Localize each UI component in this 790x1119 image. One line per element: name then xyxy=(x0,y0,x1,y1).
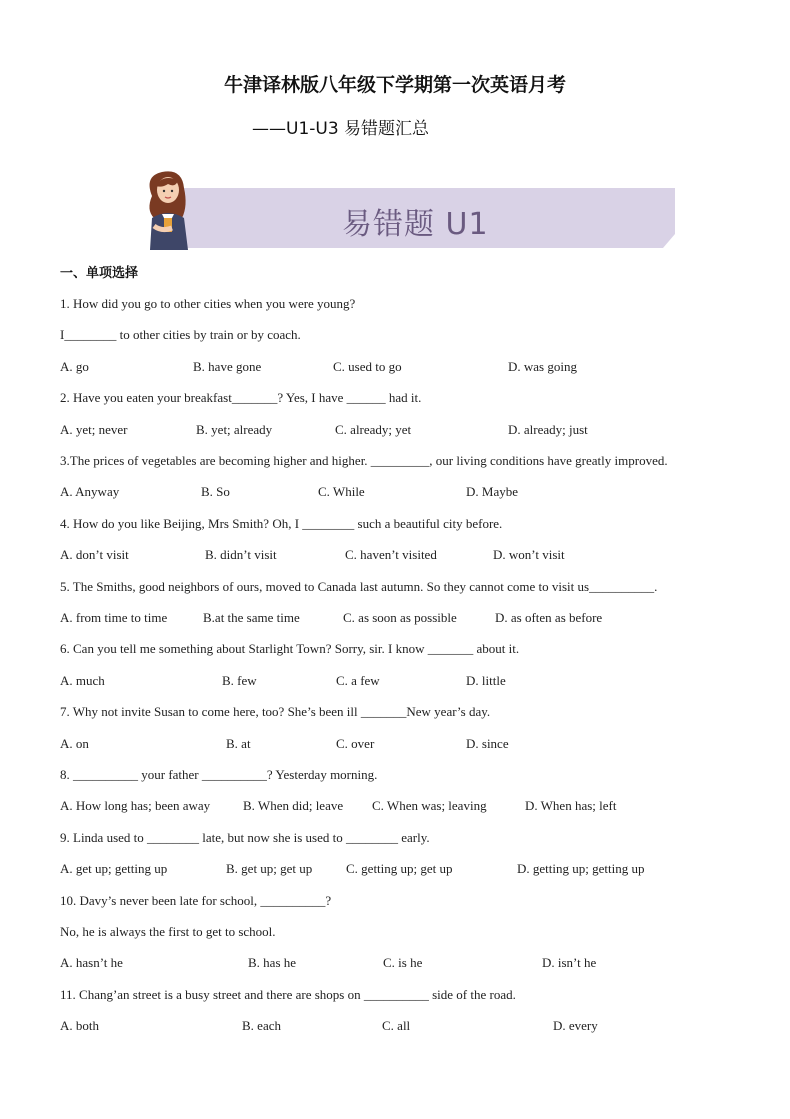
question-stem: 8. __________ your father __________? Yesterday morning. xyxy=(60,767,378,782)
answer-option: A. much xyxy=(60,672,105,688)
question-stem: 6. Can you tell me something about Starlight Town? Sorry, sir. I know _______ about it. xyxy=(60,641,520,657)
answer-option: A. hasn’t he xyxy=(60,955,123,971)
question-stem: 5. The Smiths, good neighbors of ours, moved to Canada last autumn. So they cannot come to visit us__________. xyxy=(60,578,658,594)
answer-option: C. a few xyxy=(336,672,380,688)
section-heading: 一、单项选择 xyxy=(60,266,139,281)
answer-option: A. yet; never xyxy=(60,421,128,437)
answer-option: B. has he xyxy=(248,955,297,971)
answer-option: C. used to go xyxy=(333,358,402,374)
answer-option: D. getting up; getting up xyxy=(517,861,645,877)
question-stem: 7. Why not invite Susan to come here, too? She’s been ill _______New year’s day. xyxy=(60,704,491,720)
answer-option: C. While xyxy=(318,484,365,500)
answer-option: D. won’t visit xyxy=(493,547,565,563)
answer-option: B. When did; leave xyxy=(243,798,344,814)
section-banner xyxy=(132,166,677,250)
answer-option: B. yet; already xyxy=(196,421,273,437)
answer-option: C. haven’t visited xyxy=(345,547,437,563)
answer-option: A. from time to time xyxy=(60,610,168,625)
answer-option: D. already; just xyxy=(508,421,588,437)
question-stem: 4. How do you like Beijing, Mrs Smith? Oh, I ________ such a beautiful city before. xyxy=(60,515,503,531)
question-text: I________ to other cities by train or by coach. xyxy=(60,327,301,343)
answer-option: A. go xyxy=(60,358,89,374)
banner-title: 易错题 U1 xyxy=(342,207,489,242)
answer-option: B. didn’t visit xyxy=(205,547,277,563)
answer-option: D. When has; left xyxy=(525,798,617,814)
question-stem: 11. Chang’an street is a busy street and there are shops on __________ side of the road. xyxy=(60,986,516,1002)
answer-option: D. little xyxy=(466,672,506,688)
answer-option: A. How long has; been away xyxy=(60,798,211,814)
document-subtitle: ——U1-U3 易错题汇总 xyxy=(252,119,430,139)
answer-option: B. have gone xyxy=(193,358,262,374)
answer-option: C. over xyxy=(336,735,375,751)
answer-option: A. get up; getting up xyxy=(60,861,168,877)
answer-option: A. both xyxy=(60,1018,99,1034)
answer-option: B. each xyxy=(242,1018,281,1034)
answer-option: B. at xyxy=(226,735,251,751)
answer-option: C. all xyxy=(382,1018,411,1034)
answer-option: D. isn’t he xyxy=(542,955,597,971)
question-text: No, he is always the first to get to school. xyxy=(60,924,276,939)
question-stem: 1. How did you go to other cities when you were young? xyxy=(60,296,356,311)
girl-illustration-icon xyxy=(132,166,202,250)
answer-option: B. get up; get up xyxy=(226,861,313,877)
answer-option: B. few xyxy=(222,672,257,688)
answer-option: C. When was; leaving xyxy=(372,798,487,814)
answer-option: A. on xyxy=(60,735,89,751)
question-stem: 2. Have you eaten your breakfast_______? Yes, I have ______ had it. xyxy=(60,390,422,406)
answer-option: C. already; yet xyxy=(335,421,412,437)
answer-option: D. every xyxy=(553,1018,598,1034)
answer-option: B.at the same time xyxy=(203,610,300,625)
answer-option: D. since xyxy=(466,735,509,751)
document-title: 牛津译林版八年级下学期第一次英语月考 xyxy=(223,74,566,96)
answer-option: D. as often as before xyxy=(495,610,603,625)
answer-option: A. don’t visit xyxy=(60,547,129,563)
answer-option: D. was going xyxy=(508,358,577,374)
answer-option: A. Anyway xyxy=(60,484,120,500)
question-stem: 3.The prices of vegetables are becoming higher and higher. _________, our living conditions have greatly improved. xyxy=(60,453,668,468)
question-stem: 9. Linda used to ________ late, but now she is used to ________ early. xyxy=(60,829,430,845)
answer-option: D. Maybe xyxy=(466,484,518,500)
answer-option: B. So xyxy=(201,484,230,500)
answer-option: C. is he xyxy=(383,955,423,971)
question-stem: 10. Davy’s never been late for school, __________? xyxy=(60,892,332,908)
banner-fold-corner xyxy=(663,234,675,248)
answer-option: C. getting up; get up xyxy=(346,861,453,877)
answer-option: C. as soon as possible xyxy=(343,610,457,625)
